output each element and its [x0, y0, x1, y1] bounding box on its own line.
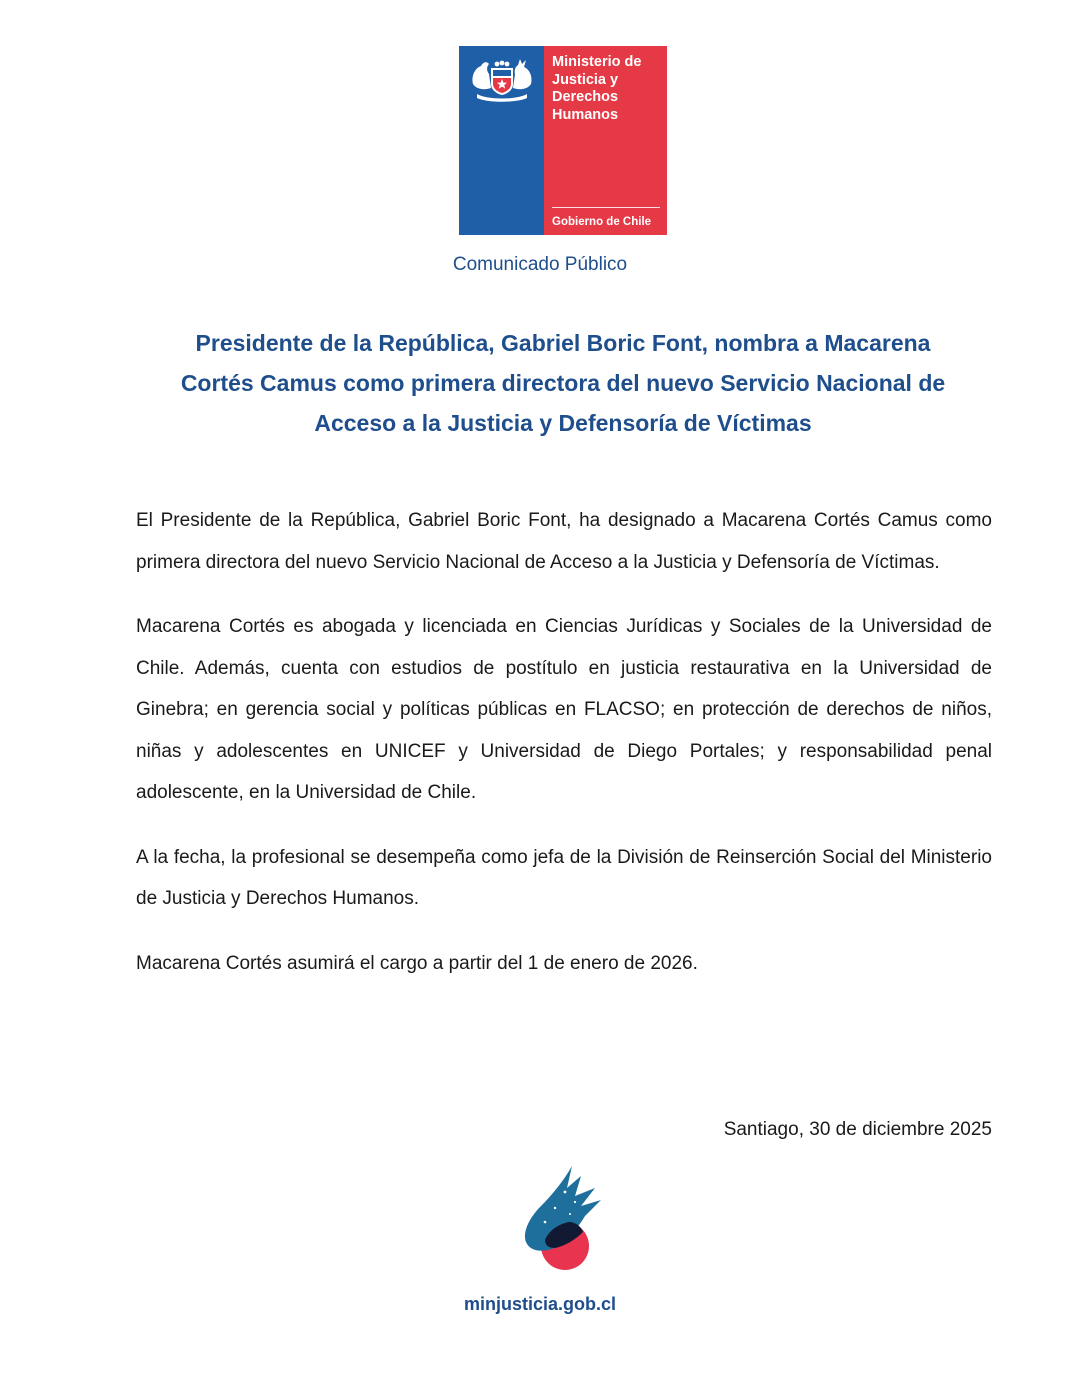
- headline-line-1: Presidente de la República, Gabriel Boric Font, nombra a Macarena: [195, 330, 931, 356]
- ministry-name-line-4: Humanos: [552, 106, 619, 123]
- headline-line-3: Acceso a la Justicia y Defensoría de Víctimas: [314, 410, 812, 436]
- ministry-name: [552, 54, 641, 124]
- chile-coat-of-arms-icon: [467, 54, 537, 104]
- gobierno-label: Gobierno de Chile: [552, 216, 652, 228]
- logo-blue-panel: [459, 46, 544, 235]
- headline-line-2: Cortés Camus como primera directora del nuevo Servicio Nacional de: [180, 370, 946, 396]
- paragraph-background: Macarena Cortés es abogada y licenciada en Ciencias Jurídicas y Sociales de la Universidad de Chile. Además, cuenta con estudios de postítulo en justicia restaurativa en la Universidad de Ginebra; en gerencia social y políticas públicas en FLACSO; en protección de derechos de niños, niñas y adolescentes en UNICEF y Universidad de Diego Portales; y responsabilidad penal adolescente, en la Universidad de Chile.: [136, 616, 992, 803]
- ministry-name-line-3: Derechos: [552, 89, 619, 105]
- ministry-name-line-1: Ministerio de: [552, 54, 642, 70]
- website-link[interactable]: minjusticia.gob.cl: [463, 1294, 617, 1314]
- paragraph-current-role: A la fecha, la profesional se desempeña como jefa de la División de Reinserción Social del Ministerio de Justicia y Derechos Humanos.: [136, 846, 992, 909]
- document-type-label: Comunicado Público: [452, 254, 628, 275]
- paragraph-appointment: El Presidente de la República, Gabriel Boric Font, ha designado a Macarena Cortés Camus como primera directora del nuevo Servicio Nacional de Acceso a la Justicia y Defensoría de Víctimas.: [136, 510, 992, 573]
- logo-divider: [552, 207, 660, 208]
- comet-logo-icon: [515, 1162, 615, 1280]
- place-date: Santiago, 30 de diciembre 2025: [723, 1119, 992, 1140]
- paragraph-start-date: Macarena Cortés asumirá el cargo a partir del 1 de enero de 2026.: [136, 952, 698, 974]
- logo-red-panel: [544, 46, 667, 235]
- headline: [130, 323, 996, 443]
- ministry-logo: [459, 46, 667, 235]
- ministry-name-line-2: Justicia y: [552, 71, 619, 88]
- body-text: [136, 500, 992, 1007]
